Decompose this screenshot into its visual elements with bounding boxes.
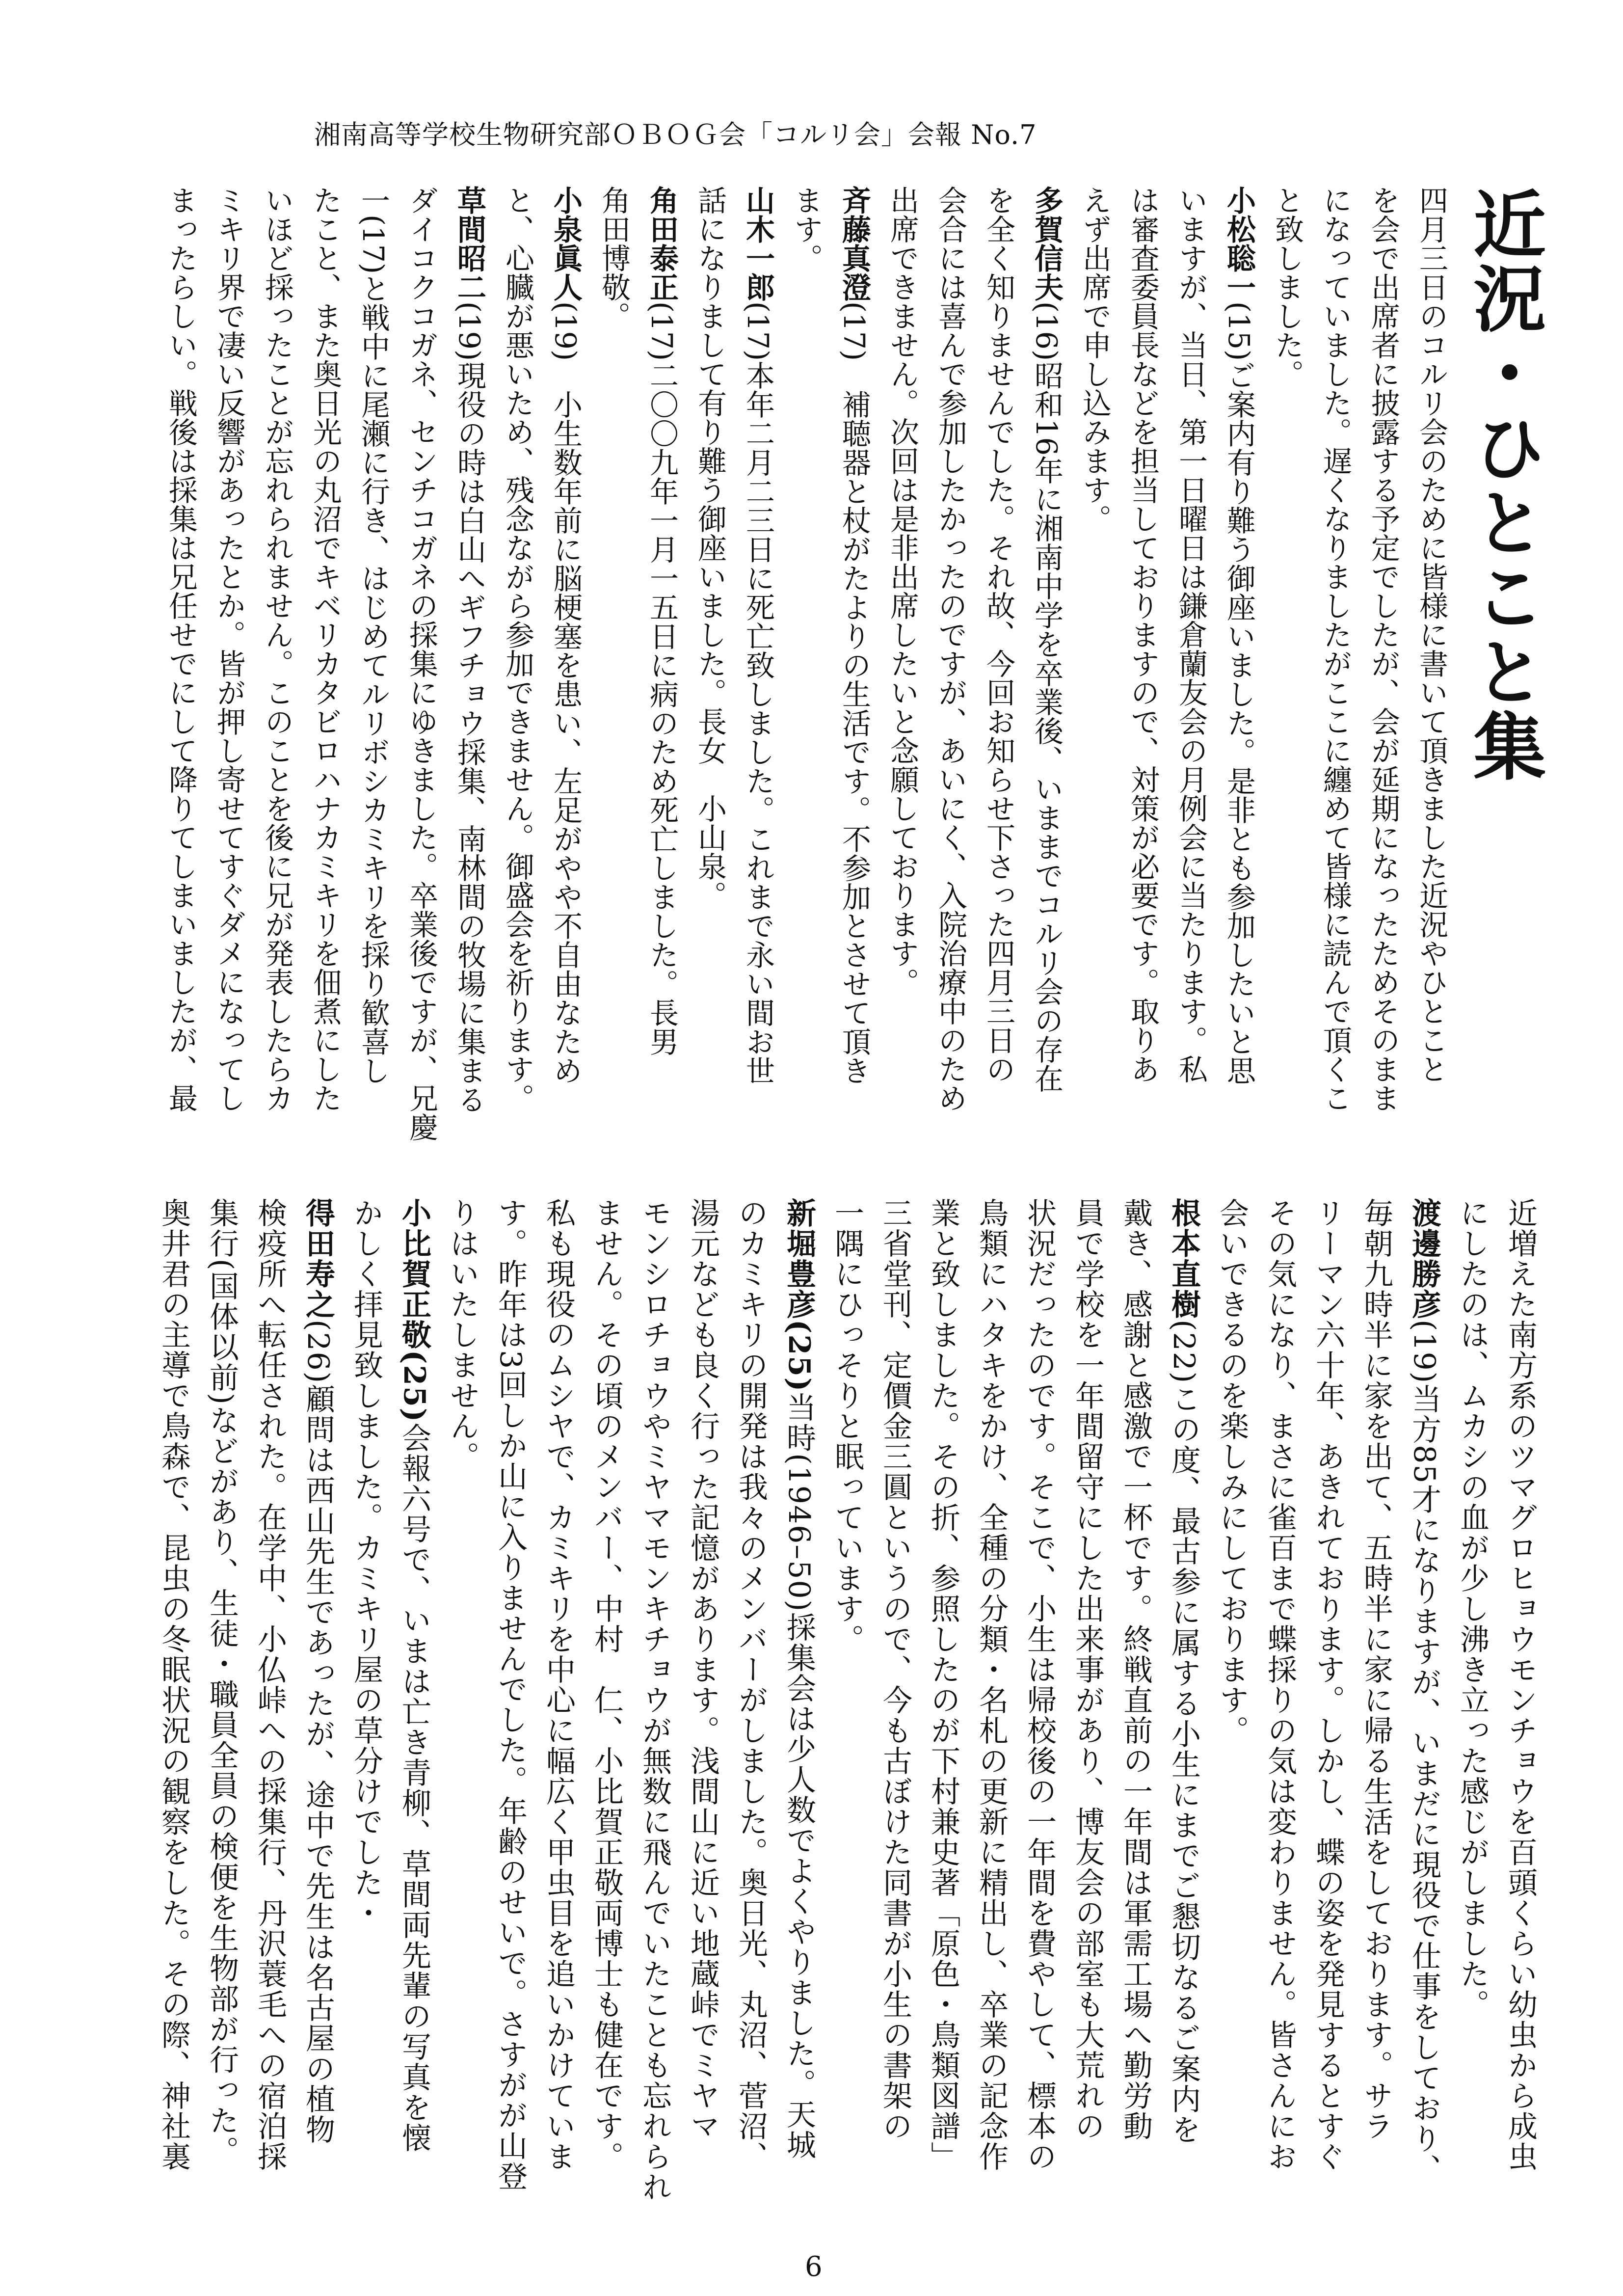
- body-text: (17) 補聴器と杖がたよりの生活です。不参加とさせて頂き: [837, 301, 871, 1085]
- text-column: [541, 186, 589, 1141]
- body-text: まったらしい。戦後は採集は兄任せでにして降りてしまいましたが、最: [164, 186, 198, 1112]
- body-text: ません。その頃のメンバー、中村 仁、小比賀正敬両博士も健在です。: [589, 1198, 624, 2172]
- text-column: [246, 1198, 294, 2202]
- body-text: 毎朝九時半に家を出て、五時半に家に帰る生活をしております。サラ: [1359, 1198, 1393, 2141]
- text-column: [1064, 1198, 1112, 2202]
- body-text: (17)二〇〇九年一月一五日に病のため死亡しました。長男: [645, 301, 679, 1056]
- body-text: (26)顧問は西山先生であったが、途中で先生は名古屋の植物: [301, 1320, 335, 2145]
- body-text: になっていました。遅くなりましたがここに纏めて皆様に読んで頂くこ: [1318, 186, 1352, 1112]
- body-text: (22)この度、最古参に属する小生にまでご懇切なるご案内を: [1167, 1320, 1201, 2145]
- body-text: ダイコクコガネ、センチコガネの採集にゆきました。卒業後ですが、兄慶: [404, 186, 438, 1141]
- body-text: す。昨年は3回しか山に入りませんでした。年齢のせいで。さすがが山登: [493, 1198, 528, 2192]
- body-text: 員で学校を一年間留守にした出来事があり、博友会の部室も大荒れの: [1070, 1198, 1105, 2141]
- body-text: りはいたしません。: [445, 1198, 479, 1472]
- body-text: 業と致しました。その折、参照したのが下村兼史著「原色・鳥類図譜」: [926, 1198, 960, 2172]
- body-text: 一(17)と戦中に尾瀬に行き、はじめてルリボシカミキリを採り歓喜し: [356, 186, 390, 1085]
- body-text: 検疫所へ転任された。在学中、小仏峠への採集行、丹沢蓑毛への宿泊採: [253, 1198, 287, 2172]
- text-column: [1167, 186, 1215, 1141]
- text-column: [253, 186, 301, 1141]
- body-text: 三省堂刊、定價金三圓というので、今も古ぼけた同書が小生の書架の: [878, 1198, 912, 2141]
- text-column: [150, 1198, 198, 2202]
- text-column: [301, 186, 349, 1141]
- body-text: を全く知りませんでした。それ故、今回お知らせ下さった四月三日の: [982, 186, 1015, 1083]
- article-body-lower: [150, 1198, 1544, 2202]
- body-text: を会で出席者に披露する予定でしたが、会が延期になったためそのまま: [1366, 186, 1400, 1112]
- text-column: [1304, 1198, 1352, 2202]
- text-column: [686, 186, 734, 1141]
- body-text: と致しました。: [1270, 186, 1304, 388]
- text-column: [919, 1198, 967, 2202]
- article-title: 近況・ひとこと集: [1462, 187, 1547, 783]
- body-text: リーマン六十年、あきれております。しかし、蝶の姿を発見するとすぐ: [1311, 1198, 1345, 2172]
- text-column: [823, 1198, 871, 2202]
- text-column: [1496, 1198, 1544, 2202]
- text-column: [493, 186, 541, 1141]
- contributor-name: 草間昭二: [452, 186, 486, 301]
- body-text: (17)本年二月二三日に死亡致しました。これまで永い間お世: [741, 301, 775, 1085]
- text-column: [1015, 1198, 1064, 2202]
- text-column: [583, 1198, 631, 2202]
- contributor-name: 渡邊勝彦: [1407, 1198, 1441, 1320]
- text-column: [1359, 186, 1407, 1141]
- body-text: 角田博敬。: [597, 186, 631, 330]
- body-text: 話になりまして有り難う御座いました。長女 小山泉。: [693, 186, 727, 910]
- body-text: ます。: [789, 186, 823, 272]
- body-text: 当時(1946–50)採集会は少人数でよくやりました。天城: [782, 1392, 816, 2161]
- text-column: [782, 186, 830, 1141]
- body-text: 私も現役のムシヤで、カミキリを中心に幅広く甲虫目を追いかけていま: [541, 1198, 576, 2172]
- body-text: かしく拝見致しました。カミキリ屋の草分けでした・: [349, 1198, 383, 1928]
- body-text: (19)当方85才になりますが、いまだに現役で仕事をしており、: [1407, 1320, 1441, 2185]
- contributor-name: 小比賀正敬(25): [397, 1198, 431, 1423]
- text-column: [734, 186, 782, 1141]
- body-text: 集行(国体以前)などがあり、生徒・職員全員の検便を生物部が行った。: [205, 1198, 239, 2166]
- body-text: 出席できません。次回は是非出席したいと念願しております。: [885, 186, 919, 997]
- text-column: [205, 186, 253, 1141]
- body-text: 近増えた南方系のツマグロヒョウモンチョウを百頭くらい幼虫から成虫: [1503, 1198, 1538, 2172]
- text-column: [631, 1198, 679, 2202]
- text-column: [157, 186, 205, 1141]
- text-column: [1208, 1198, 1256, 2202]
- page-number: 6: [805, 2251, 823, 2283]
- text-column: [775, 1198, 823, 2202]
- contributor-name: 新堀豊彦(25): [782, 1198, 816, 1393]
- body-text: 一隅にひっそりと眠っています。: [830, 1198, 864, 1654]
- text-column: [198, 1198, 246, 2202]
- body-text: 四月三日のコルリ会のために皆様に書いて頂きました近況やひとこと: [1414, 186, 1448, 1083]
- text-column: [974, 186, 1022, 1141]
- text-column: [349, 186, 397, 1141]
- text-column: [486, 1198, 534, 2202]
- body-text: 戴き、感謝と感激で一杯です。終戦直前の一年間は軍需工場へ勤労動: [1118, 1198, 1153, 2141]
- text-column: [638, 186, 686, 1141]
- contributor-name: 山木一郎: [741, 186, 775, 301]
- body-text: (16)昭和16年に湘南中学を卒業後、いままでコルリ会の存在: [1030, 301, 1064, 1093]
- body-text: モンシロチョウやミヤマモンキチョウが無数に飛んでいたことも忘れられ: [638, 1198, 672, 2202]
- body-text: と、心臓が悪いため、残念ながら参加できません。御盛会を祈ります。: [501, 186, 534, 1112]
- body-text: (19)現役の時は白山へギフチョウ採集、南林間の牧場に集まる: [452, 301, 486, 1114]
- body-text: 会いできるのを楽しみにしております。: [1215, 1198, 1249, 1746]
- text-column: [445, 186, 493, 1141]
- text-column: [397, 186, 445, 1141]
- newsletter-header: 湘南高等学校生物研究部ＯＢＯＧ会「コルリ会」会報 No.7: [314, 119, 1037, 150]
- text-column: [1070, 186, 1118, 1141]
- contributor-name: 斉藤真澄: [837, 186, 871, 301]
- body-text: 湯元なども良く行った記憶があります。浅間山に近い地蔵峠でミヤマ: [686, 1198, 720, 2141]
- body-text: たこと、また奥日光の丸沼でキベリカタビロハナカミキリを佃煮にした: [308, 186, 342, 1112]
- body-text: 奥井君の主導で鳥森で、昆虫の冬眠状況の観察をした。その際、神社裏: [157, 1198, 191, 2172]
- text-column: [294, 1198, 342, 2202]
- body-text: 鳥類にハタキをかけ、全種の分類・名札の更新に精出し、卒業の記念作: [974, 1198, 1009, 2172]
- body-text: 会報六号で、いまは亡き青柳、草間両先輩の写真を懐: [397, 1423, 431, 2154]
- text-column: [871, 1198, 919, 2202]
- contributor-name: 角田泰正: [645, 186, 679, 301]
- text-column: [1256, 1198, 1304, 2202]
- body-text: いますが、当日、第一日曜日は鎌倉蘭友会の月例会に当たります。私: [1174, 186, 1208, 1083]
- body-text: その気になり、まさに雀百まで蝶採りの気は変わりません。皆さんにお: [1263, 1198, 1297, 2172]
- text-column: [1160, 1198, 1208, 2202]
- text-column: [1448, 1198, 1496, 2202]
- body-text: えず出席で申し込みます。: [1078, 186, 1112, 533]
- body-text: (15)ご案内有り難う御座いました。是非とも参加したいと思: [1222, 301, 1256, 1085]
- contributor-name: 小泉眞人: [549, 186, 583, 301]
- text-column: [1022, 186, 1070, 1141]
- text-column: [1118, 186, 1167, 1141]
- text-column: [1400, 1198, 1448, 2202]
- text-column: [1311, 186, 1359, 1141]
- text-column: [1215, 186, 1263, 1141]
- text-column: [589, 186, 638, 1141]
- body-text: (19) 小生数年前に脳梗塞を患い、左足がやや不自由なため: [549, 301, 583, 1085]
- body-text: のカミキリの開発は我々のメンバーがしました。奥日光、丸沼、菅沼、: [734, 1198, 768, 2172]
- text-column: [830, 186, 878, 1141]
- body-text: は審査委員長などを担当しておりますので、対策が必要です。取りあ: [1126, 186, 1160, 1083]
- text-column: [390, 1198, 438, 2202]
- text-column: [926, 186, 974, 1141]
- text-column: [1112, 1198, 1160, 2202]
- text-column: [878, 186, 926, 1141]
- text-column: [727, 1198, 775, 2202]
- body-text: 状況だったのです。そこで、小生は帰校後の一年間を費やして、標本の: [1022, 1198, 1057, 2172]
- text-column: [967, 1198, 1015, 2202]
- text-column: [679, 1198, 727, 2202]
- text-column: [438, 1198, 486, 2202]
- text-column: [1407, 186, 1455, 1141]
- body-text: にしたのは、ムカシの血が少し沸き立った感じがしました。: [1455, 1198, 1490, 2020]
- contributor-name: 小松聡一: [1222, 186, 1256, 301]
- text-column: [342, 1198, 390, 2202]
- article-body-upper: [157, 186, 1455, 1141]
- body-text: いほど採ったことが忘れられません。このことを後に兄が発表したらカ: [260, 186, 294, 1112]
- contributor-name: 得田寿之: [301, 1198, 335, 1320]
- text-column: [1352, 1198, 1400, 2202]
- contributor-name: 根本直樹: [1167, 1198, 1201, 1320]
- text-column: [534, 1198, 583, 2202]
- text-column: [1263, 186, 1311, 1141]
- contributor-name: 多賀信夫: [1030, 186, 1064, 301]
- body-text: 会合には喜んで参加したかったのですが、あいにく、入院治療中のため: [933, 186, 967, 1112]
- body-text: ミキリ界で凄い反響があったとか。皆が押し寄せてすぐダメになってし: [212, 186, 246, 1112]
